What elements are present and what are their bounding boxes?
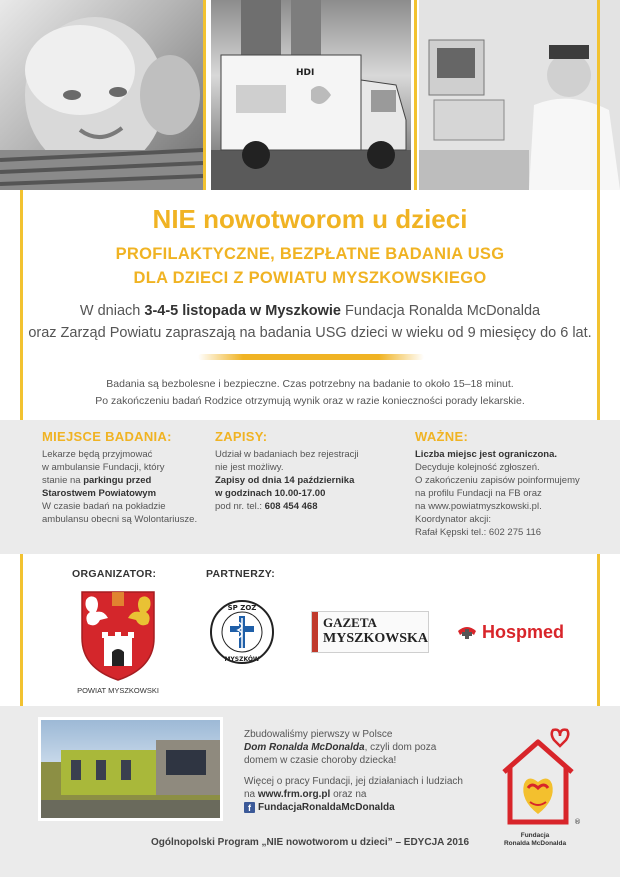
facebook-icon: f	[244, 802, 255, 813]
rmhc-line-1: Fundacja	[520, 832, 550, 839]
organizer-caption: POWIAT MYSZKOWSKI	[77, 686, 159, 695]
important-heading: WAŻNE:	[415, 429, 469, 444]
signup-bold: Zapisy od dnia 14 października	[215, 475, 355, 486]
powiat-coat-of-arms	[78, 588, 158, 682]
place-line: ambulansu obecni są Wolontariusze.	[42, 514, 198, 525]
page-title: NIE nowotworom u dzieci	[152, 204, 468, 234]
sp-zoz-logo	[208, 598, 276, 666]
spzoz-top-text: SP ZOZ	[227, 604, 257, 612]
divider-yellow-1	[203, 0, 206, 190]
foundation-text: Zbudowaliśmy pierwszy w Polsce	[244, 729, 393, 740]
place-heading: MIEJSCE BADANIA:	[42, 429, 172, 444]
column-important	[415, 430, 595, 539]
organizer-label: ORGANIZATOR:	[72, 568, 157, 580]
intro-dates: 3-4-5 listopada w Myszkowie	[144, 303, 341, 319]
important-line: Koordynator akcji:	[415, 514, 492, 525]
column-signup	[215, 430, 400, 513]
signup-line: nie jest możliwy.	[215, 462, 284, 473]
place-line	[42, 474, 202, 487]
intro-part-1: W dniach	[79, 303, 145, 319]
ronald-house-name: Dom Ronalda McDonalda	[244, 742, 365, 753]
important-line: Rafał Kępski tel.: 602 275 116	[415, 527, 542, 538]
gazeta-myszkowska-logo	[311, 611, 429, 653]
signup-line: Udział w badaniach bez rejestracji	[215, 449, 359, 460]
divider-yellow-2	[414, 0, 417, 190]
signup-phone-line	[215, 500, 400, 513]
column-place	[42, 430, 202, 526]
important-line: na profilu Fundacji na FB oraz	[415, 488, 542, 499]
foundation-text: Więcej o pracy Fundacji, jej działaniach i ludziach	[244, 776, 463, 787]
signup-bold: w godzinach 10.00-17.00	[215, 488, 326, 499]
rmhc-house-logo	[498, 722, 581, 830]
note-line-2: Po zakończeniu badań Rodzice otrzymują wynik oraz w razie konieczności porady lekarskie.	[95, 395, 525, 407]
important-line: Decyduje kolejność zgłoszeń.	[415, 462, 540, 473]
important-line: na www.powiatmyszkowski.pl.	[415, 501, 542, 512]
foundation-info	[244, 728, 484, 822]
gazeta-stripe	[312, 612, 318, 652]
info-band	[0, 420, 620, 554]
spzoz-bottom-text: MYSZKÓW	[224, 656, 260, 663]
foundation-text: domem w czasie choroby dziecka!	[244, 755, 397, 766]
photo-mobile-clinic-truck	[211, 0, 411, 190]
ronald-house-photo	[38, 717, 223, 821]
photo-doctor-ultrasound	[419, 0, 620, 190]
foundation-text: , czyli dom poza	[364, 742, 437, 753]
foundation-paragraph-2	[244, 775, 484, 814]
intro-line-2: oraz Zarząd Powiatu zapraszają na badania USG dzieci w wieku od 9 miesięcy do 6 lat.	[28, 325, 592, 341]
facebook-page-link[interactable]: FundacjaRonaldaMcDonalda	[258, 802, 395, 813]
foundation-paragraph-1	[244, 728, 484, 767]
place-line: Lekarze będą przyjmować	[42, 449, 153, 460]
hospmed-logo	[456, 622, 580, 644]
foundation-url-link[interactable]: www.frm.org.pl	[257, 789, 331, 800]
place-bold: parkingu przed	[83, 475, 152, 486]
gazeta-line-2: MYSZKOWSKA	[323, 631, 429, 646]
frame-right	[597, 0, 600, 706]
registered-mark: ®	[574, 818, 581, 826]
facebook-row[interactable]	[244, 801, 484, 814]
foundation-text: oraz na	[330, 789, 367, 800]
signup-text: pod nr. tel.:	[215, 501, 265, 512]
intro-part-2: Fundacja Ronalda McDonalda	[341, 303, 541, 319]
note-line-1: Badania są bezbolesne i bezpieczne. Czas potrzebny na badanie to około 15–18 minut.	[106, 378, 514, 390]
photo-smiling-child	[0, 0, 203, 190]
rmhc-line-2: Ronalda McDonalda	[503, 840, 567, 847]
truck-label: HDI	[296, 68, 315, 78]
place-line: W czasie badań na pokładzie	[42, 501, 166, 512]
signup-phone: 608 454 468	[264, 501, 318, 512]
subtitle-line-1: PROFILAKTYCZNE, BEZPŁATNE BADANIA USG	[115, 245, 505, 263]
place-line: w ambulansie Fundacji, który	[42, 462, 165, 473]
subtitle-line-2: DLA DZIECI Z POWIATU MYSZKOWSKIEGO	[133, 269, 487, 287]
yellow-brush-divider	[198, 354, 424, 360]
place-text: stanie na	[42, 475, 84, 486]
signup-heading: ZAPISY:	[215, 429, 268, 444]
exam-note	[0, 376, 620, 410]
important-line: O zakończeniu zapisów poinformujemy	[415, 475, 580, 486]
gazeta-line-1: GAZETA	[323, 615, 377, 630]
intro-text	[0, 300, 620, 344]
header-photo-strip	[0, 0, 620, 190]
place-bold: Starostwem Powiatowym	[42, 488, 157, 499]
partners-label: PARTNERZY:	[206, 568, 276, 580]
hospmed-text: Hospmed	[482, 622, 565, 642]
important-bold: Liczba miejsc jest ograniczona.	[415, 449, 558, 460]
hospmed-icon	[456, 623, 478, 641]
footer-edition: Ogólnopolski Program „NIE nowotworom u dzieci” – EDYCJA 2016	[150, 837, 470, 848]
foundation-text: na	[244, 789, 258, 800]
